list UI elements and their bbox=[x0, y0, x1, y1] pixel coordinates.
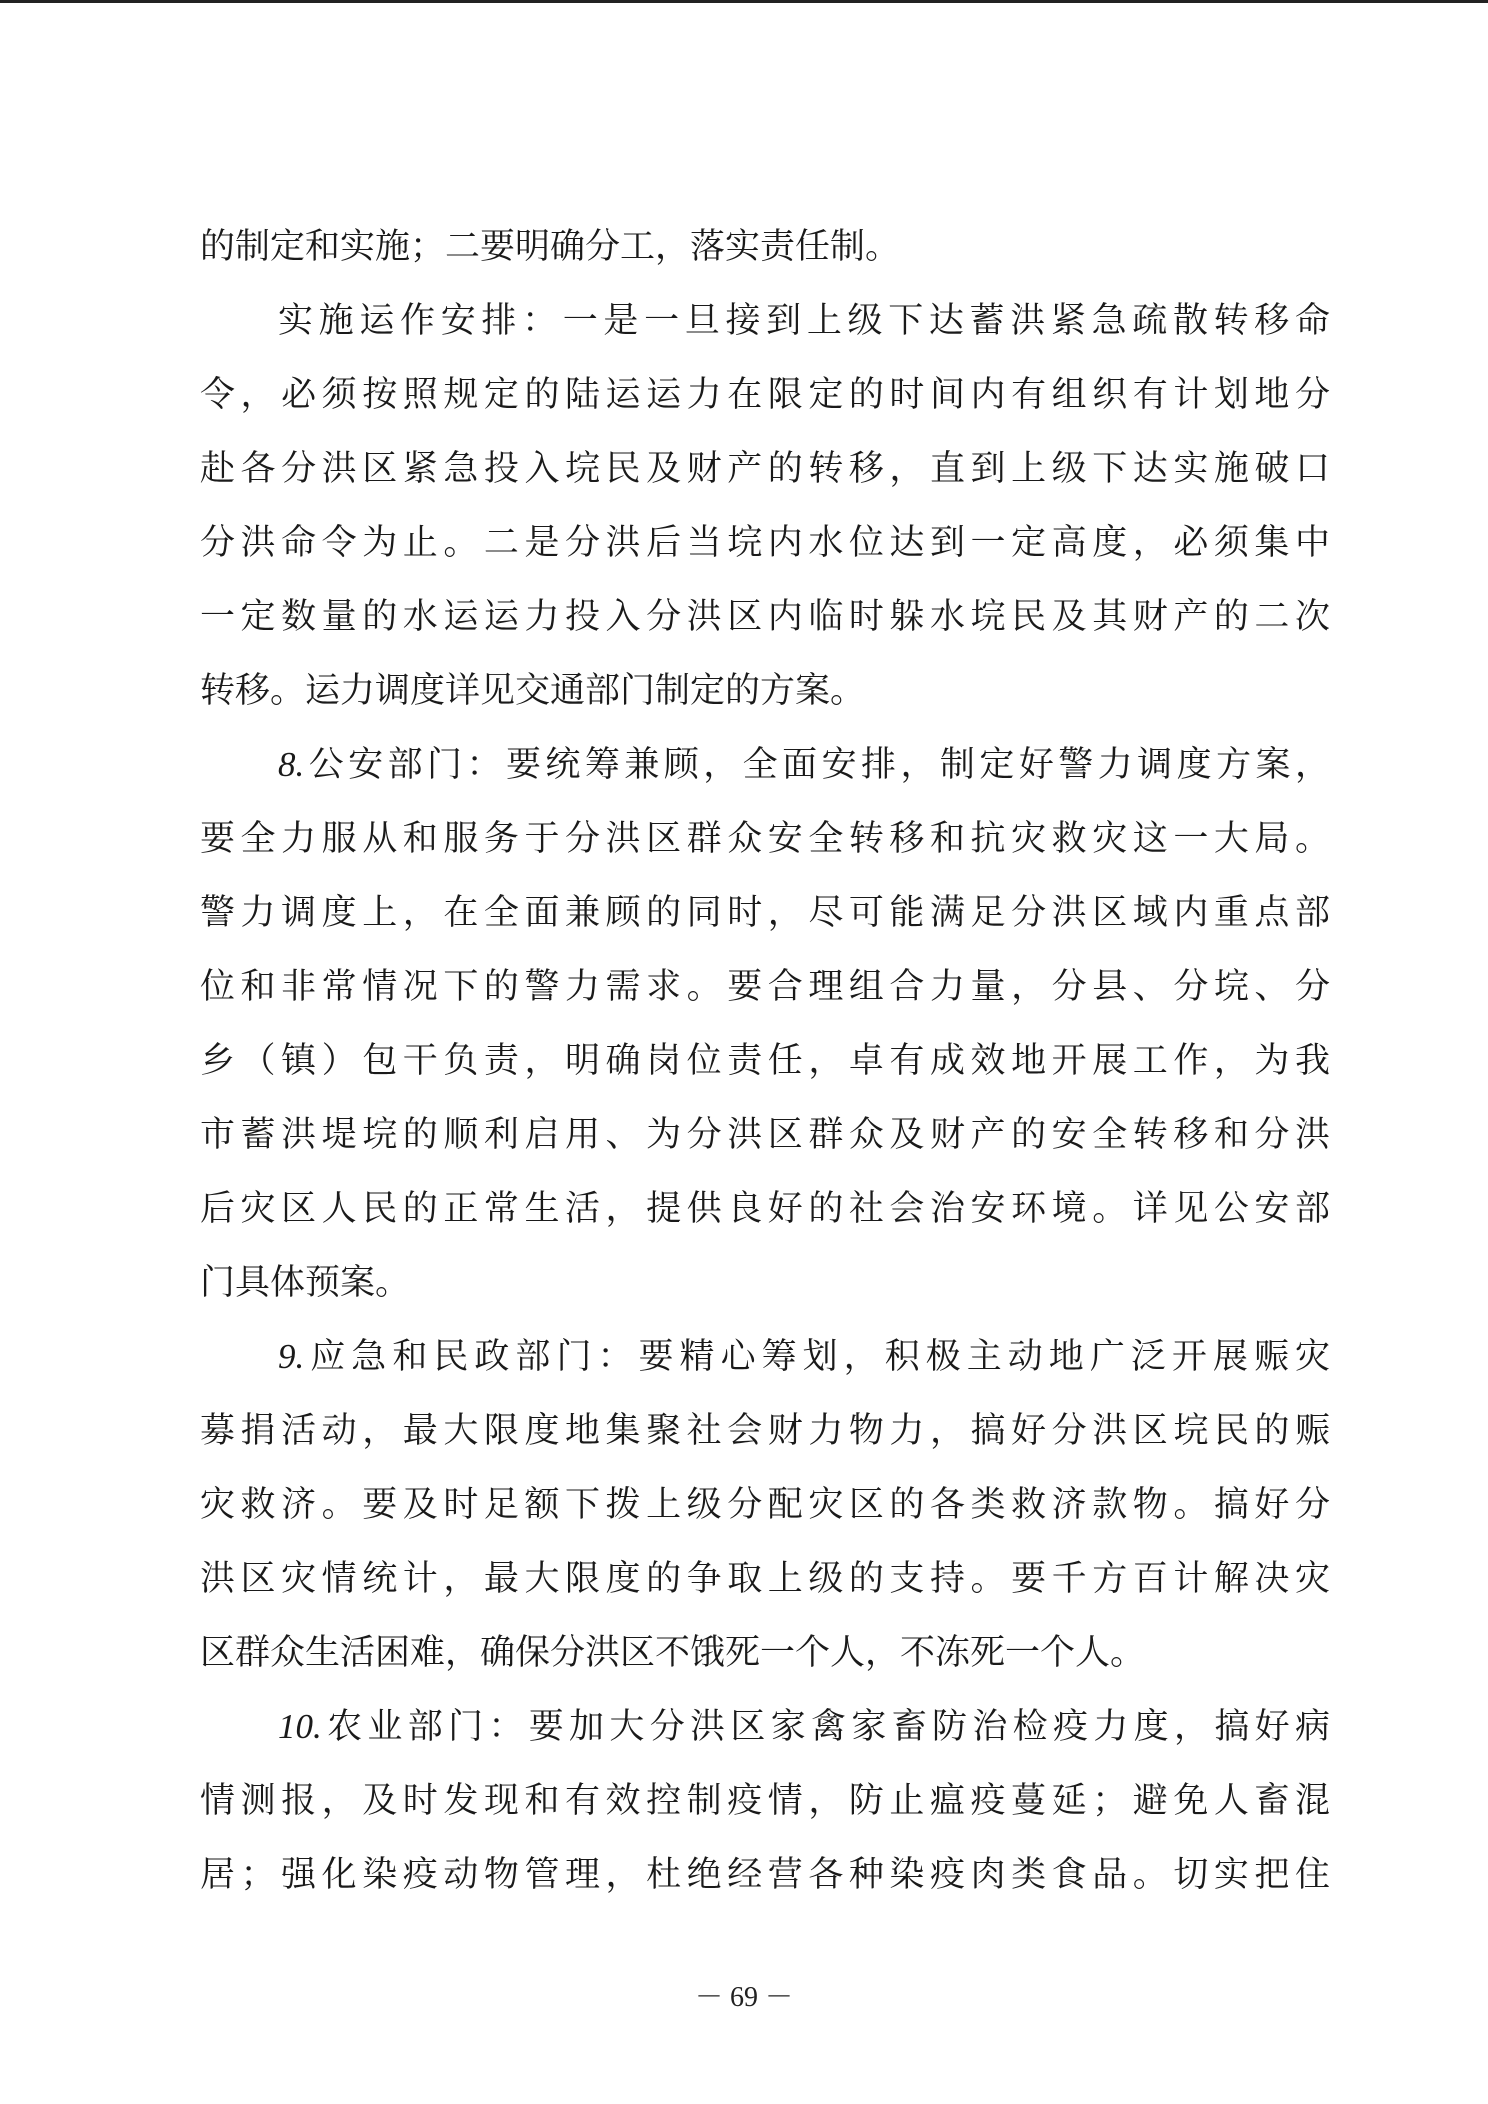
text-line: 情测报，及时发现和有效控制疫情，防止瘟疫蔓延；避免人畜混 bbox=[200, 1781, 1330, 1821]
text-line: 一定数量的水运运力投入分洪区内临时躲水垸民及其财产的二次 bbox=[200, 597, 1330, 637]
text-line: 农业部门：要加大分洪区家禽家畜防治检疫力度，搞好病 bbox=[321, 1707, 1330, 1747]
text-line: 分洪命令为止。二是分洪后当垸内水位达到一定高度，必须集中 bbox=[200, 523, 1330, 563]
section-number-emergency: 9. bbox=[278, 1337, 305, 1376]
paragraph-agriculture-heading-line bbox=[200, 1690, 1330, 1764]
paragraph-transport-operation-line: 实施运作安排：一是一旦接到上级下达蓄洪紧急疏散转移命 bbox=[278, 301, 1330, 341]
section-number-police: 8. bbox=[278, 745, 305, 784]
paragraph-police-heading-line bbox=[200, 728, 1330, 802]
section-number-agriculture: 10. bbox=[278, 1707, 322, 1746]
text-line: 居；强化染疫动物管理，杜绝经营各种染疫肉类食品。切实把住 bbox=[200, 1855, 1330, 1895]
text-line: 要全力服从和服务于分洪区群众安全转移和抗灾救灾这一大局。 bbox=[200, 819, 1330, 859]
text-line: 位和非常情况下的警力需求。要合理组合力量，分县、分垸、分 bbox=[200, 967, 1330, 1007]
text-line: 市蓄洪堤垸的顺利启用、为分洪区群众及财产的安全转移和分洪 bbox=[200, 1115, 1330, 1155]
text-line: 转移。运力调度详见交通部门制定的方案。 bbox=[200, 671, 866, 711]
paragraph-emergency-heading-line bbox=[200, 1320, 1330, 1394]
text-line: 洪区灾情统计，最大限度的争取上级的支持。要千方百计解决灾 bbox=[200, 1559, 1330, 1599]
text-line: 的制定和实施；二要明确分工，落实责任制。 bbox=[200, 227, 901, 267]
text-line: 门具体预案。 bbox=[200, 1263, 411, 1303]
page-top-border bbox=[0, 0, 1488, 3]
text-line: 灾救济。要及时足额下拨上级分配灾区的各类救济款物。搞好分 bbox=[200, 1485, 1330, 1525]
text-line: 区群众生活困难，确保分洪区不饿死一个人，不冻死一个人。 bbox=[200, 1633, 1146, 1673]
text-line: 募捐活动，最大限度地集聚社会财力物力，搞好分洪区垸民的赈 bbox=[200, 1411, 1330, 1451]
text-line: 令，必须按照规定的陆运运力在限定的时间内有组织有计划地分 bbox=[200, 375, 1330, 415]
text-line: 公安部门：要统筹兼顾，全面安排，制定好警力调度方案， bbox=[304, 745, 1330, 785]
page-number: － 69 － bbox=[694, 1982, 793, 2013]
text-line: 警力调度上，在全面兼顾的同时，尽可能满足分洪区域内重点部 bbox=[200, 893, 1330, 933]
text-line: 赴各分洪区紧急投入垸民及财产的转移，直到上级下达实施破口 bbox=[200, 449, 1330, 489]
text-line: 后灾区人民的正常生活，提供良好的社会治安环境。详见公安部 bbox=[200, 1189, 1330, 1229]
text-line: 乡（镇）包干负责，明确岗位责任，卓有成效地开展工作，为我 bbox=[200, 1041, 1330, 1081]
text-line: 应急和民政部门：要精心筹划，积极主动地广泛开展赈灾 bbox=[304, 1337, 1330, 1377]
